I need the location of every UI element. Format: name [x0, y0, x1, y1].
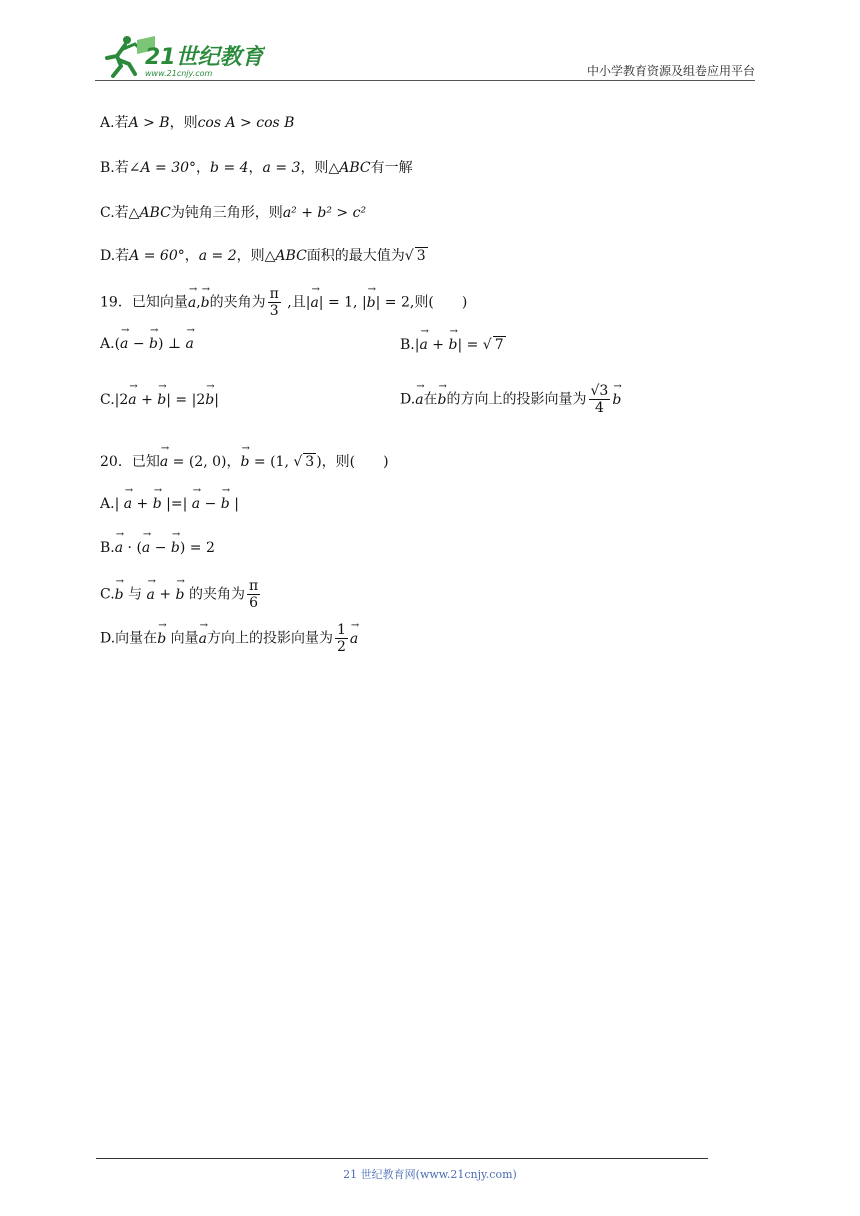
q19-angle-fraction: $\frac{\pi}{3}$	[269, 286, 279, 319]
q18-option-d: D.若A = 60°，a = 2，则△ABC面积的最大值为√ 3	[100, 248, 426, 264]
q20-option-c: C.→ b 与 → a + → b 的夹角为 $\frac{\pi}{6}$	[100, 578, 262, 611]
q18-option-a: A.若A > B，则cos A > cos B	[100, 115, 295, 131]
q19-stem: 19．已知向量→ a,→ b的夹角为 $\frac{\pi}{3}$ ,且|→ a| = 1, |→ b| = 2,则( )	[100, 286, 467, 319]
q19-option-a: A.(→ a − → b) ⊥ → a	[100, 336, 194, 352]
q20-option-d: D.向量在→ b 向量→ a方向上的投影向量为 $\frac{1}{2}$ → a	[100, 622, 358, 655]
q19-option-d: D.→ a在→ b的方向上的投影向量为 $\frac{√3}{4}$ → b	[400, 383, 621, 416]
header-platform-text: 中小学教育资源及组卷应用平台	[586, 64, 755, 78]
q19-option-b: B.|→ a + → b| = √ 7	[400, 336, 506, 353]
header-divider	[95, 80, 755, 81]
logo-url: www.21cnjy.com	[145, 69, 213, 78]
q18-option-b: B.若∠A = 30°，b = 4，a = 3，则△ABC有一解	[100, 160, 413, 176]
q20-angle-fraction: $\frac{\pi}{6}$	[248, 578, 259, 611]
q20-stem: 20．已知→ a = (2, 0)，→ b = (1, √ 3 )，则( )	[100, 451, 389, 471]
footer-divider	[96, 1158, 708, 1159]
footer-text: 21 世纪教育网(www.21cnjy.com)	[343, 1168, 517, 1181]
q19-option-c: C.|2→ a + → b| = |2→ b|	[100, 392, 219, 408]
q19-projection-fraction: $\frac{√3}{4}$	[590, 383, 609, 416]
site-logo	[95, 34, 265, 80]
q20-option-a: A.| → a + → b |=| → a − → b |	[100, 496, 239, 512]
q20-projection-fraction: $\frac{1}{2}$	[336, 622, 346, 655]
logo-text: 21世纪教育	[145, 45, 264, 70]
q20-option-b: B.→ a · (→ a − → b) = 2	[100, 540, 215, 556]
q18-option-c: C.若△ABC为钝角三角形，则a² + b² > c²	[100, 205, 367, 221]
